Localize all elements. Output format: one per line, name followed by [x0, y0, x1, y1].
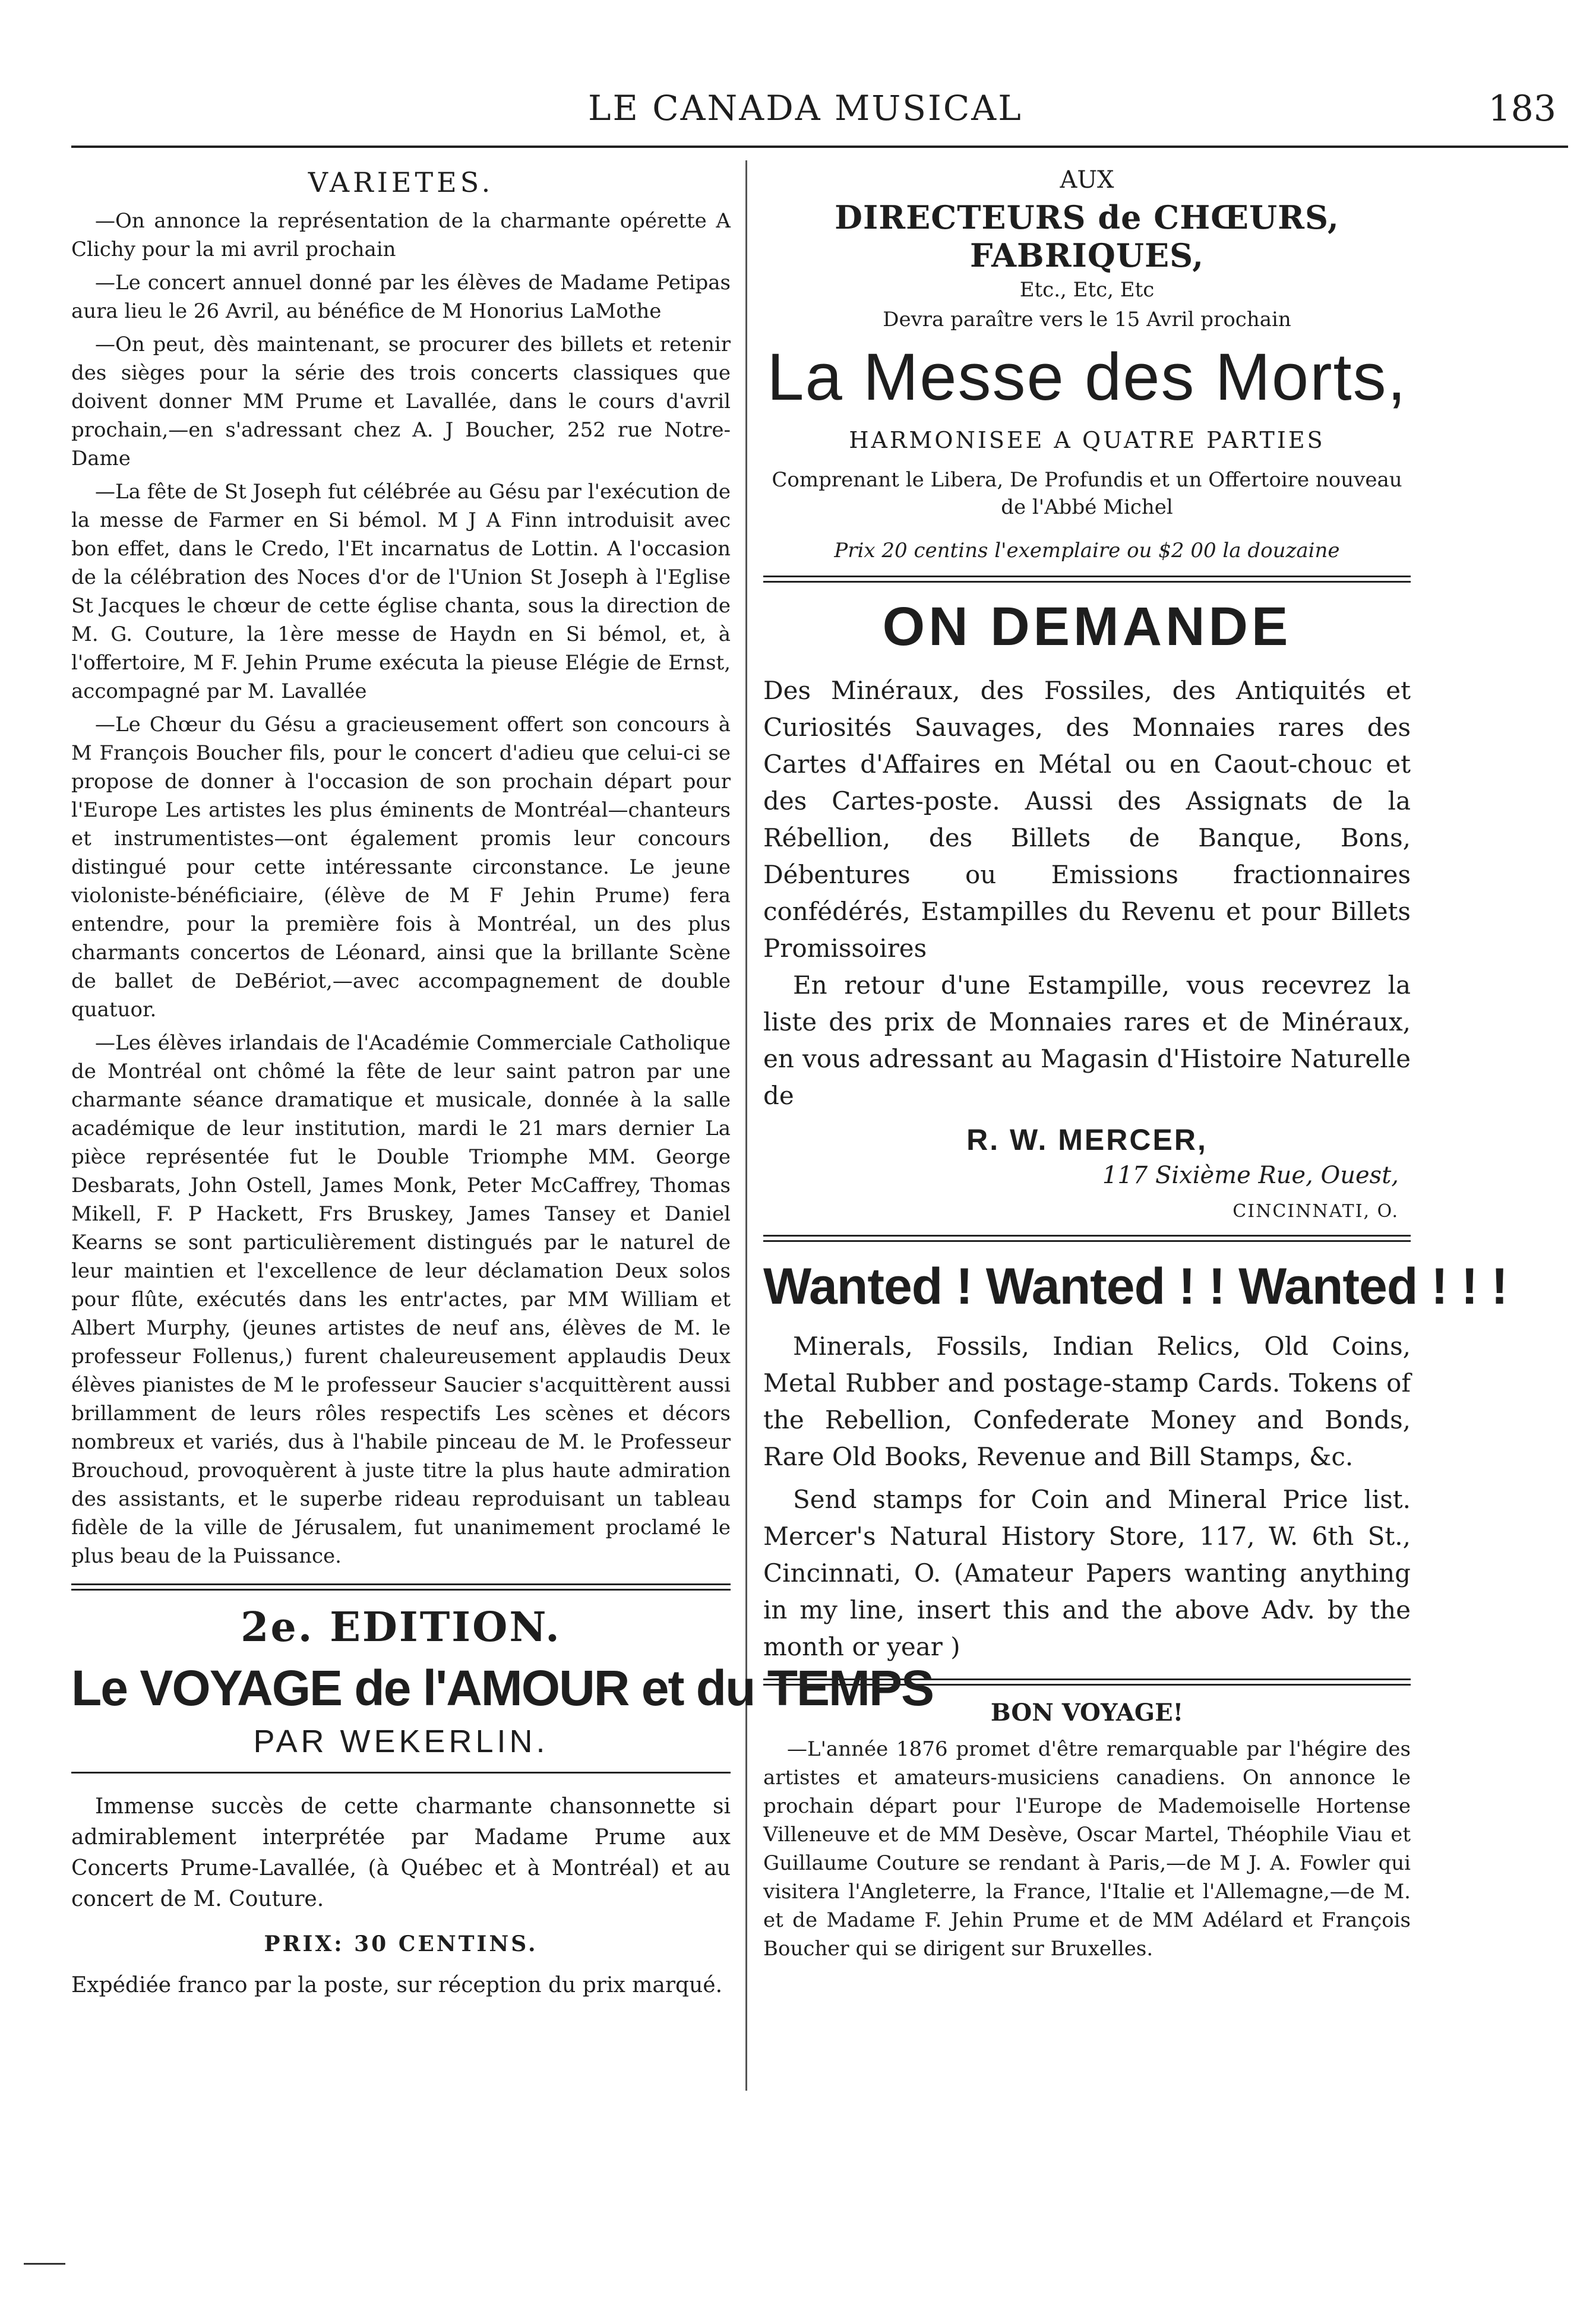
mercer-city: CINCINNATI, O. [1232, 1201, 1399, 1222]
varietes-paragraph: —On annonce la représentation de la charmante opérette A Clichy pour la mi avril prochain [71, 209, 731, 261]
edition-shipping: Expédiée franco par la poste, sur réception du prix marqué. [71, 1973, 723, 1997]
varietes-paragraph: —La fête de St Joseph fut célébrée au Gésu par l'exécution de la messe de Farmer en Si bémol. M J A Finn introduisit avec bon effet, dans le Credo, l'Et incarnatus de Lottin. A l'occasion de la célébration des Noces d'or de l'Union St Joseph à l'Eglise St Jacques le chœur de cette église chanta, sous la direction de M. G. Couture, la 1ère messe de Haydn en Si bémol, et, à l'offertoire, M F. Jehin Prume exécuta la pieuse Elégie de Ernst, accompagné par M. Lavallée [71, 480, 731, 703]
bon-voyage-body [763, 1735, 1411, 1963]
messe-harmonisee: HARMONISEE A QUATRE PARTIES [849, 427, 1325, 453]
varietes-paragraph: —On peut, dès maintenant, se procurer des billets et retenir des sièges pour la série des trois concerts classiques que doivent donner MM Prume et Lavallée, dans le cours d'avril prochain,—en s'adressant chez A. J Boucher, 252 rue Notre-Dame [71, 333, 731, 470]
mercer-address: 117 Sixième Rue, Ouest, [1102, 1162, 1399, 1189]
left-column [71, 166, 934, 2000]
messe-release: Devra paraître vers le 15 Avril prochain [883, 308, 1291, 331]
on-demande-title: ON DEMANDE [882, 596, 1292, 657]
song-title: Le VOYAGE de l'AMOUR et du TEMPS [71, 1660, 934, 1716]
varietes-body [71, 207, 731, 1570]
wanted-paragraph: Minerals, Fossils, Indian Relics, Old Coins, Metal Rubber and postage-stamp Cards. Tokens of the Rebellion, Confederate Money and Bonds, Rare Old Books, Revenue and Bill Stamps, &c. [763, 1332, 1411, 1471]
messe-price: Prix 20 centins l'exemplaire ou $2 00 la douzaine [834, 539, 1340, 562]
section-divider [763, 1235, 1411, 1242]
wanted-title: Wanted ! Wanted ! ! Wanted ! ! ! [763, 1258, 1508, 1315]
on-demande-ad [763, 596, 1411, 1222]
column-separator [745, 160, 747, 2091]
edition-description: Immense succès de cette charmante chansonnette si admirablement interprétée par Madame Prume aux Concerts Prume-Lavallée, (à Québec et à Montréal) et au concert de M. Couture. [71, 1794, 731, 1911]
song-author: PAR WEKERLIN. [253, 1724, 549, 1759]
wanted-paragraph: Send stamps for Coin and Mineral Price list. Mercer's Natural History Store, 117, W. 6th St., Cincinnati, O. (Amateur Papers wanting anything in my line, insert this and the above Adv. by the month or year ) [763, 1485, 1411, 1661]
on-demande-paragraph: En retour d'une Estampille, vous recevrez la liste des prix de Monnaies rares et de Minéraux, en vous adressant au Magasin d'Histoire Naturelle de [763, 971, 1411, 1110]
margin-mark [24, 2263, 65, 2265]
mercer-name: R. W. MERCER, [966, 1123, 1208, 1156]
wanted-ad [763, 1257, 1508, 1665]
wanted-body [763, 1328, 1411, 1665]
page-header [65, 77, 1568, 143]
section-divider [763, 576, 1411, 583]
bon-voyage-title: BON VOYAGE! [990, 1699, 1184, 1727]
on-demande-body [763, 672, 1411, 1114]
section-divider [71, 1583, 731, 1591]
bon-voyage-paragraph: —L'année 1876 promet d'être remarquable par l'hégire des artistes et amateurs-musiciens canadiens. On annonce le prochain départ pour l'Europe de Mademoiselle Hortense Villeneuve et de MM Desève, Oscar Martel, Théophile Viau et Guillaume Couture se rendant à Paris,—de M J. A. Fowler qui visitera l'Angleterre, la France, l'Italie et l'Allemagne,—de M. et de Madame F. Jehin Prume et de MM Adélard et François Boucher qui se dirigent sur Bruxelles. [763, 1737, 1411, 1961]
messe-title: La Messe des Morts, [767, 340, 1407, 414]
on-demande-paragraph: Des Minéraux, des Fossiles, des Antiquités et Curiosités Sauvages, des Monnaies rares des Cartes d'Affaires en Métal ou en Caout-chouc et des Cartes-poste. Aussi des Assignats de la Rébellion, des Billets de Banque, Bons, Débentures ou Emissions fractionnaires confédérés, Estampilles du Revenu et pour Billets Promissoires [763, 676, 1411, 963]
messe-etc: Etc., Etc, Etc [1019, 278, 1155, 302]
messe-directeurs: DIRECTEURS de CHŒURS, FABRIQUES, [835, 198, 1339, 274]
edition-label: 2e. EDITION. [241, 1604, 561, 1651]
varietes-paragraph: —Le Chœur du Gésu a gracieusement offert son concours à M François Boucher fils, pour le concert d'adieu que celui-ci se propose de donner à l'occasion de son prochain départ pour l'Europe Les artistes les plus éminents de Montréal—chanteurs et instrumentistes—ont également promis leur concours distingué pour cette intéressante circonstance. Le jeune violoniste-bénéficiaire, (élève de M F Jehin Prume) fera entendre, pour la première fois à Montréal, un des plus charmants concertos de Léonard, ainsi que la brillante Scène de ballet de DeBériot,—avec accompagnement de double quatuor. [71, 713, 731, 1022]
messe-contents: Comprenant le Libera, De Profundis et un Offertoire nouveau de l'Abbé Michel [772, 468, 1402, 519]
right-column [763, 166, 1508, 1968]
section-divider [763, 1678, 1411, 1686]
varietes-paragraph: —Le concert annuel donné par les élèves de Madame Petipas aura lieu le 26 Avril, au bénéfice de M Honorius LaMothe [71, 271, 731, 323]
ad-rule [71, 1772, 731, 1774]
publication-title: LE CANADA MUSICAL [588, 88, 1023, 128]
varietes-paragraph: —Les élèves irlandais de l'Académie Commerciale Catholique de Montréal ont chômé la fête de leur saint patron par une charmante séance dramatique et musicale, donnée à la salle académique de leur institution, mardi le 21 mars dernier La pièce représentée fut le Double Triomphe MM. George Desbarats, John Ostell, James Monk, Peter McCaffrey, Thomas Mikell, F. P Hackett, Frs Bruskey, James Tansey et Daniel Kearns se sont particulièrement distingués par le naturel de leur maintien et l'excellence de leur déclamation Deux solos pour flûte, exécutés dans les entr'actes, par MM William et Albert Murphy, (jeunes artistes de neuf ans, élèves de M. le professeur Follenus,) furent chaleureusement applaudis Deux élèves pianistes de M le professeur Saucier s'acquittèrent aussi brillamment de leurs rôles respectifs Les scènes et décors nombreux et variés, dus à l'habile pinceau de M. le Professeur Brouchoud, provoquèrent à juste titre la plus haute admiration des assistants, et le superbe rideau reproduisant un tableau fidèle de la ville de Jérusalem, fut unanimement proclamé le plus beau de la Puissance. [71, 1031, 731, 1568]
header-rule [71, 146, 1568, 148]
bon-voyage-section [763, 1699, 1411, 1963]
edition-price: PRIX: 30 CENTINS. [264, 1932, 538, 1956]
messe-aux: AUX [1060, 166, 1114, 194]
varietes-title: VARIETES. [308, 166, 494, 198]
edition-ad [71, 1604, 934, 2000]
page-number: 183 [1488, 88, 1556, 129]
messe-ad [763, 166, 1411, 562]
